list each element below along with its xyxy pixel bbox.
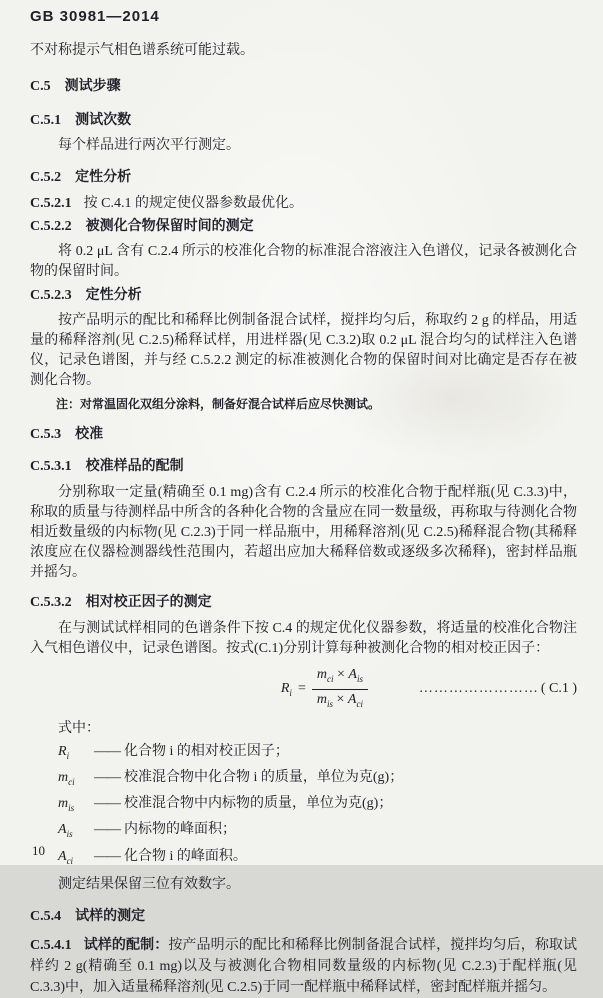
definition-row [30,846,577,872]
heading-c5-3-2 [30,593,577,613]
symbol-variable: m [58,769,69,785]
clause-c5-4-1-lead: 试样的配制： [83,938,169,954]
heading-c5-1 [30,111,577,131]
numerator-a-variable: A [348,667,357,682]
formula-reference [368,681,577,697]
definition-dash: —— [94,769,120,785]
clause-c5-2-1-text: 按 C.4.1 的规定使仪器参数最优化。 [83,196,303,211]
denominator-a-variable: A [347,691,357,707]
formula-equals: = [297,681,306,697]
heading-c5-2 [30,168,577,188]
symbol-subscript: ci [66,855,74,866]
formula-dots-leader: …………………… [418,681,539,697]
standard-number-header: GB 30981—2014 [30,8,160,25]
symbol-subscript: ci [68,776,75,787]
symbol-variable: A [58,848,67,864]
note-paragraph [30,395,577,413]
where-label: 式中： [58,720,100,736]
note-text: 对常温固化双组分涂料，制备好混合试样后应尽快测试。 [80,397,381,411]
formula-label: ( C.1 ) [540,681,577,697]
heading-c5-2-2 [30,217,577,237]
formula-expression [281,666,368,713]
heading-c5-3-number: C.5.3 [30,427,62,442]
heading-c5-number: C.5 [30,79,51,94]
definition-text: 校准混合物中化合物 i 的质量，单位为克(g)； [124,769,404,785]
numerator-times-sign: × [336,667,345,682]
definition-dash: —— [94,796,120,812]
heading-c5-3-2-title: 相对校正因子的测定 [85,595,212,610]
heading-c5-3 [30,425,577,445]
note-label: 注： [56,397,81,411]
formula-lhs [281,681,292,698]
paragraph-c5-3-1: 分别称取一定量(精确至 0.1 mg)含有 C.2.4 所示的校准化合物于配样瓶(见 C.3.3)中，称取的质量与待测样品中所含的各种化合物的含量应在同一数量级，再称取与待测化合物相近数量级的内标物(见 C.2.3)于同一样品瓶中，用稀释溶剂(见 C.2.5)稀释混合物(其稀释浓度应在仪器检测器线性范围内，若超出应加大稀释倍数或逐级多次稀释)，密封样品瓶并摇匀。 [30,485,577,580]
paragraph-intro: 不对称提示气相色谱系统可能过载。 [30,43,254,58]
clause-c5-4-1-number: C.5.4.1 [30,938,72,954]
formula-c1 [30,666,577,713]
heading-c5-title: 测试步骤 [64,79,121,94]
paragraph-c5-2-3: 按产品明示的配比和稀释比例制备混合试样，搅拌均匀后，称取约 2 g 的样品，用适量的稀释溶剂(见 C.2.5)稀释试样，用进样器(见 C.3.2)取 0.2 μL 混合均匀的试样注入色谱仪，记录色谱图，并与经 C.5.2.2 测定的标准被测化合物的保留时间对比确定是否存在被测化合物。 [30,313,577,388]
heading-c5-2-2-title: 被测化合物保留时间的测定 [85,219,254,234]
heading-c5-2-2-number: C.5.2.2 [30,219,72,234]
heading-c5-2-title: 定性分析 [75,170,132,185]
heading-c5 [30,77,577,97]
heading-c5-4 [30,907,577,927]
definition-dash: —— [94,822,120,838]
heading-c5-4-number: C.5.4 [30,909,62,925]
page-number: 10 [32,843,45,858]
symbol-subscript: is [68,802,75,813]
symbol-subscript: is [66,829,73,840]
definition-row [30,741,577,767]
heading-c5-3-1 [30,457,577,477]
formula-numerator [312,666,368,689]
numerator-m-variable: m [316,667,327,682]
significant-digits-note: 测定结果保留三位有效数字。 [58,877,240,893]
definition-text: 化合物 i 的相对校正因子； [124,743,289,759]
definition-text: 校准混合物中内标物的质量，单位为克(g)； [124,796,393,812]
formula-denominator [312,689,368,713]
definition-row [30,793,577,819]
heading-c5-1-title: 测试次数 [75,113,132,128]
paragraph-c5-3-2: 在与测试试样相同的色谱条件下按 C.4 的规定优化仪器参数，将适量的校准化合物注入气相色谱仪中，记录色谱图。按式(C.1)分别计算每种被测化合物的相对校正因子： [30,621,577,656]
heading-c5-4-title: 试样的测定 [75,909,146,925]
definition-text: 化合物 i 的峰面积。 [124,848,247,864]
denominator-a-subscript: ci [356,698,363,709]
denominator-m-subscript: is [326,698,333,709]
definition-dash: —— [94,743,120,759]
paragraph-c5-2-2: 将 0.2 μL 含有 C.2.4 所示的校准化合物的标准混合溶液注入色谱仪，记录各被测化合物的保留时间。 [30,244,577,279]
symbol-variable: m [58,796,69,812]
symbol-variable: A [58,822,67,838]
heading-c5-3-title: 校准 [75,427,104,442]
heading-c5-1-number: C.5.1 [30,113,62,128]
heading-c5-2-number: C.5.2 [30,170,62,185]
symbol-definitions [30,741,577,872]
formula-lhs-subscript: i [289,687,292,698]
symbol-variable: R [58,743,67,759]
clause-c5-2-1-number: C.5.2.1 [30,196,72,211]
paragraph-c5-1: 每个样品进行两次平行测定。 [58,138,240,153]
clause-c5-4-1-text: 按产品明示的配比和稀释比例制备混合试样，搅拌均匀后，称取试样约 2 g(精确至 0.1 mg)以及与被测化合物相同数量级的内标物(见 C.2.3)于配样瓶(见 C.3.3)中，加入适量稀释溶剂(见 C.2.5)于同一配样瓶中稀释试样，密封配样瓶并摇匀。 [30,938,578,996]
clause-c5-4-1 [30,935,577,998]
definition-symbol [58,846,94,872]
heading-c5-2-3-title: 定性分析 [85,288,142,303]
denominator-m-variable: m [316,691,327,707]
heading-c5-2-3 [30,286,577,306]
numerator-a-subscript: is [356,673,363,684]
definition-row [30,767,577,793]
definition-text: 内标物的峰面积； [124,822,236,838]
definition-symbol [58,819,94,845]
denominator-times-sign: × [336,691,345,707]
symbol-subscript: i [66,750,70,761]
heading-c5-2-3-number: C.5.2.3 [30,288,72,303]
formula-fraction [312,666,368,713]
definition-symbol [58,741,94,767]
definition-row [30,819,577,845]
heading-c5-3-1-title: 校准样品的配制 [85,459,184,474]
formula-lhs-variable: R [280,680,290,696]
heading-c5-3-2-number: C.5.3.2 [30,595,72,610]
numerator-m-subscript: ci [326,673,334,684]
definition-symbol [58,767,94,793]
definition-symbol [58,793,94,819]
heading-c5-3-1-number: C.5.3.1 [30,459,72,474]
definition-dash: —— [94,848,120,864]
clause-c5-2-1 [30,193,577,214]
